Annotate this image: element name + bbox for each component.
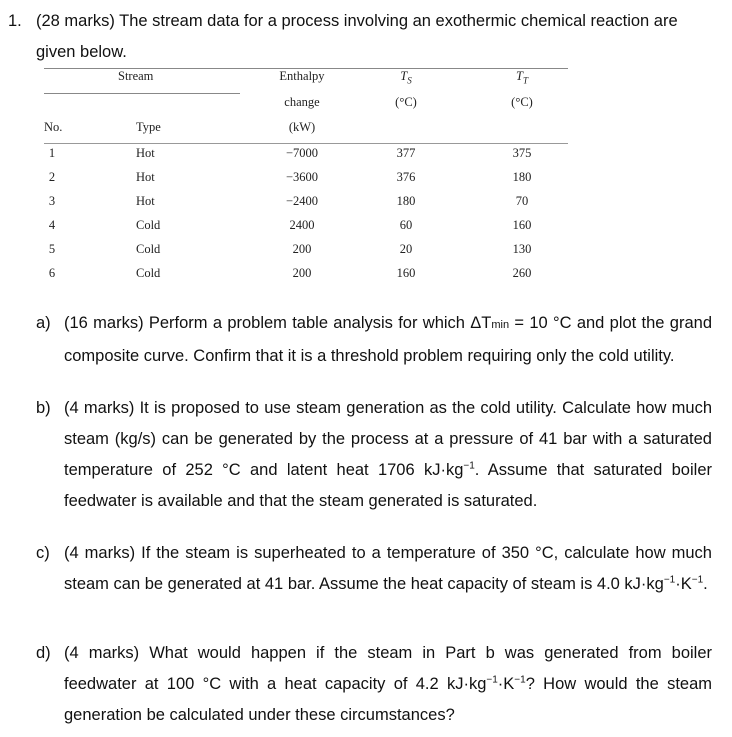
part-b-text-1: (4 marks) It is proposed to use steam generation as the cold utility. Calculate how much steam (kg/s) can be generated by the process at a pressure of 41 bar with a saturated temperature of 252 °C and latent heat 1706 kJ·kg: [64, 399, 712, 479]
part-d-text-2: ·K: [497, 675, 515, 693]
part-c-text: [64, 538, 712, 600]
part-a-subscript: min: [491, 319, 510, 331]
part-d-label: d): [36, 644, 51, 662]
part-a-text-1: (16 marks) Perform a problem table analysis for which ΔT: [64, 314, 492, 332]
part-d-text-1: (4 marks) What would happen if the steam in Part b was generated from boiler feedwater at 100 °C with a heat capacity of 4.2 kJ·kg: [64, 644, 712, 693]
row-3-no: 3: [48, 194, 56, 208]
part-b-text: [64, 393, 712, 517]
question-number: 1.: [8, 12, 22, 30]
row-5-no: 5: [48, 242, 56, 256]
row-5-tt: 130: [512, 242, 532, 256]
row-1-enthalpy: −7000: [285, 146, 319, 160]
part-d: [36, 638, 712, 731]
row-4-no: 4: [48, 218, 56, 232]
part-c-text-1: (4 marks) If the steam is superheated to a temperature of 350 °C, calculate how much steam can be generated at 41 bar. Assume the heat capacity of steam is 4.0 kJ·kg: [64, 544, 712, 593]
row-3-type: Hot: [136, 194, 155, 208]
question-line-1: [8, 6, 718, 37]
row-2-enthalpy: −3600: [285, 170, 319, 184]
part-a-text-2: = 10 °C and plot the grand composite curve. Confirm that it is a threshold problem requiring only the cold utility.: [64, 314, 712, 365]
header-type: Type: [136, 120, 161, 134]
part-a-label: a): [36, 314, 51, 332]
part-b: [36, 393, 712, 517]
header-enthalpy-line2: change: [284, 95, 320, 109]
row-6-enthalpy: 200: [292, 266, 312, 280]
part-b-superscript: −1: [463, 460, 475, 472]
header-ts-symbol: T: [400, 69, 408, 83]
stream-data-table: [44, 66, 568, 291]
row-4-type: Cold: [136, 218, 161, 232]
row-6-no: 6: [48, 266, 56, 280]
header-no: No.: [44, 120, 63, 134]
stream-group-rule: [44, 93, 240, 94]
header-ts-unit: (°C): [395, 95, 417, 109]
header-tt-unit: (°C): [511, 95, 533, 109]
row-3-enthalpy: −2400: [285, 194, 319, 208]
part-d-superscript-1: −1: [486, 674, 498, 686]
row-1-ts: 377: [396, 146, 416, 160]
row-5-enthalpy: 200: [292, 242, 312, 256]
row-1-no: 1: [48, 146, 56, 160]
row-2-type: Hot: [136, 170, 155, 184]
header-bottom-rule: [44, 143, 568, 144]
header-tt: [492, 69, 552, 86]
row-6-tt: 260: [512, 266, 532, 280]
row-3-tt: 70: [515, 194, 529, 208]
header-enthalpy-unit: (kW): [288, 120, 316, 134]
question-text-1: (28 marks) The stream data for a process involving an exothermic chemical reaction are: [36, 12, 678, 30]
row-6-type: Cold: [136, 266, 161, 280]
question-line-2: given below.: [36, 43, 127, 61]
part-a: [36, 308, 712, 372]
header-ts: [376, 69, 436, 86]
header-enthalpy-line1: Enthalpy: [279, 69, 325, 83]
row-4-tt: 160: [512, 218, 532, 232]
row-4-ts: 60: [399, 218, 413, 232]
part-c-text-2: ·K: [675, 575, 692, 593]
row-5-type: Cold: [136, 242, 161, 256]
row-6-ts: 160: [396, 266, 416, 280]
part-d-superscript-2: −1: [514, 674, 526, 686]
part-c-superscript-2: −1: [691, 574, 704, 586]
part-c: [36, 538, 712, 600]
part-c-label: c): [36, 544, 50, 562]
row-2-ts: 376: [396, 170, 416, 184]
row-2-no: 2: [48, 170, 56, 184]
part-c-text-3: .: [703, 575, 708, 593]
header-tt-sub: T: [522, 75, 528, 86]
question-heading: [8, 6, 718, 68]
part-a-text: [64, 308, 712, 372]
part-b-label: b): [36, 399, 51, 417]
part-b-text-2: . Assume that saturated boiler feedwater is available and that the steam generated is saturated.: [64, 461, 712, 510]
row-1-tt: 375: [512, 146, 532, 160]
row-4-enthalpy: 2400: [289, 218, 315, 232]
part-c-superscript-1: −1: [663, 574, 676, 586]
row-3-ts: 180: [396, 194, 416, 208]
row-1-type: Hot: [136, 146, 155, 160]
header-tt-symbol: T: [516, 69, 523, 83]
row-2-tt: 180: [512, 170, 532, 184]
header-ts-sub: S: [407, 75, 412, 86]
row-5-ts: 20: [399, 242, 413, 256]
part-d-text-3: ? How would the steam generation be calculated under these circumstances?: [64, 675, 712, 724]
header-stream: Stream: [118, 69, 154, 83]
part-d-text: [64, 638, 712, 731]
